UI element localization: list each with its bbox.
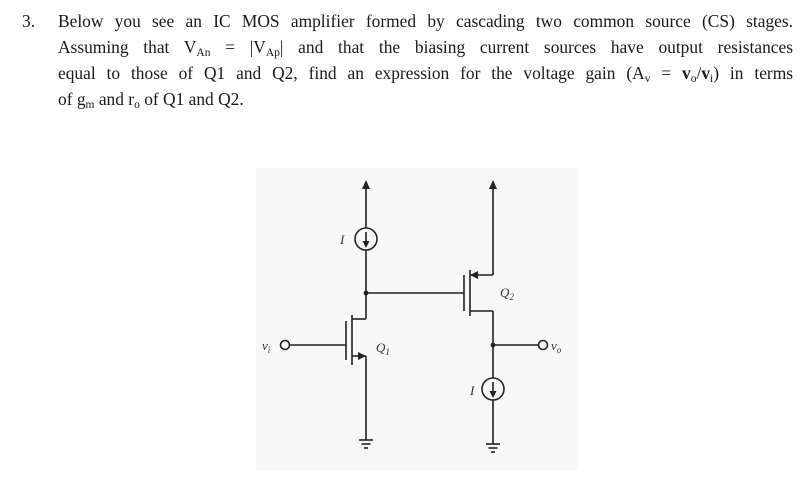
subscript: An [196, 47, 211, 59]
subscript: i [267, 345, 271, 355]
circuit-wires [281, 188, 548, 452]
output-terminal-icon [539, 341, 548, 350]
label-vo [551, 338, 562, 355]
subscript: o [690, 73, 697, 85]
label-q2 [500, 285, 514, 302]
q1-source-arrow-icon [358, 352, 366, 360]
text-run: of Q1 and Q2. [139, 89, 244, 109]
subscript: 2 [509, 292, 514, 302]
text-run: equal to those of Q1 and Q2, find an expression for the voltage gain (A [58, 63, 645, 83]
question-text [58, 8, 793, 112]
question-line-1: Below you see an IC MOS amplifier formed by cascading two common source (CS) stages. [58, 11, 793, 31]
output-junction-dot [491, 343, 496, 348]
text-run: = |V [210, 37, 266, 57]
label-current-2: I [470, 383, 475, 398]
label-q1 [376, 340, 390, 357]
text-run: Assuming that V [58, 37, 197, 57]
text-run: v [682, 63, 691, 83]
text-run: v [262, 338, 268, 353]
label-vi [262, 338, 271, 355]
text-run: ) in terms [713, 63, 793, 83]
supply-arrow-2-icon [489, 180, 497, 189]
question-line-2 [58, 34, 793, 60]
text-run: = [650, 63, 683, 83]
subscript: i [710, 73, 714, 85]
circuit-diagram [256, 168, 578, 470]
text-run: v [701, 63, 711, 83]
supply-arrow-1-icon [362, 180, 370, 189]
text-run: and r [94, 89, 135, 109]
text-run: | and that the biasing current sources have output resistances [279, 37, 793, 57]
q2-source-arrow-icon [470, 271, 478, 279]
input-terminal-icon [281, 341, 290, 350]
question-line-4 [58, 86, 793, 112]
subscript: m [85, 99, 95, 111]
text-run: of g [58, 89, 86, 109]
text-run: / [696, 63, 702, 83]
text-run: Q [500, 285, 510, 300]
circuit-markers [358, 180, 497, 398]
subscript: v [644, 73, 651, 85]
subscript: o [556, 345, 562, 355]
question-number: 3. [22, 11, 36, 31]
text-run: Q [376, 340, 386, 355]
interstage-junction-dot [364, 291, 369, 296]
subscript: Ap [265, 47, 280, 59]
subscript: o [134, 99, 140, 111]
question-line-3 [58, 60, 793, 86]
current-arrow-2-head-icon [490, 391, 497, 398]
current-arrow-1-head-icon [363, 241, 370, 248]
circuit-figure [256, 168, 578, 470]
label-current-1: I [340, 232, 345, 247]
subscript: 1 [385, 347, 390, 357]
text-run: v [551, 338, 557, 353]
